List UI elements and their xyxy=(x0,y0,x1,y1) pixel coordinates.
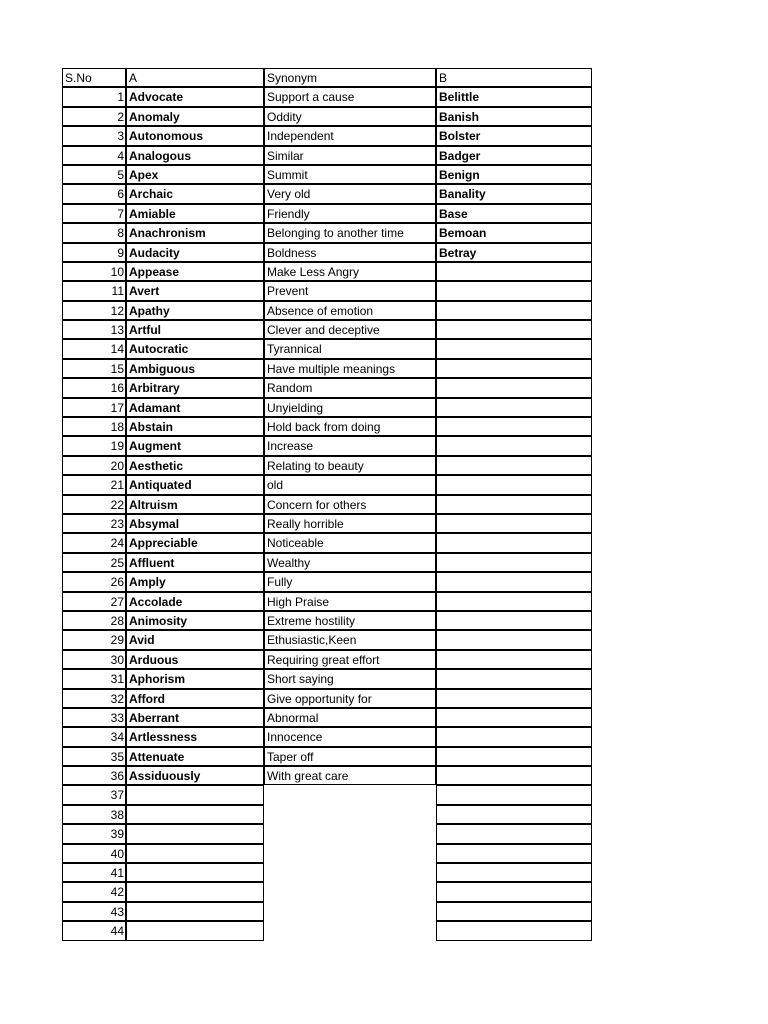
word-b-cell[interactable] xyxy=(436,805,592,824)
synonym-cell[interactable]: Support a cause xyxy=(264,87,436,106)
synonym-cell[interactable]: Relating to beauty xyxy=(264,456,436,475)
word-b-cell[interactable] xyxy=(436,689,592,708)
synonym-cell[interactable]: Concern for others xyxy=(264,495,436,514)
sno-cell[interactable]: 32 xyxy=(62,689,126,708)
table-row xyxy=(63,205,593,224)
sno-cell[interactable]: 3 xyxy=(62,126,126,145)
synonym-cell[interactable]: Have multiple meanings xyxy=(264,359,436,378)
sno-cell[interactable]: 14 xyxy=(62,339,126,358)
header-b[interactable]: B xyxy=(436,68,592,87)
word-a-cell[interactable] xyxy=(126,882,264,901)
synonym-cell[interactable]: Random xyxy=(264,378,436,397)
table-row xyxy=(63,244,593,263)
synonym-cell[interactable]: Ethusiastic,Keen xyxy=(264,630,436,649)
word-a-cell[interactable] xyxy=(126,921,264,940)
header-a[interactable]: A xyxy=(126,68,264,87)
word-a-cell[interactable]: Attenuate xyxy=(126,747,264,766)
sno-cell[interactable]: 23 xyxy=(62,514,126,533)
word-b-cell[interactable] xyxy=(436,824,592,843)
sno-cell[interactable]: 20 xyxy=(62,456,126,475)
word-a-cell[interactable]: Arduous xyxy=(126,650,264,669)
synonym-cell[interactable]: Similar xyxy=(264,146,436,165)
table-row xyxy=(63,360,593,379)
word-b-cell[interactable]: Banality xyxy=(436,184,592,203)
synonym-cell[interactable]: Abnormal xyxy=(264,708,436,727)
word-b-cell[interactable] xyxy=(436,747,592,766)
word-b-cell[interactable] xyxy=(436,844,592,863)
sno-cell[interactable]: 15 xyxy=(62,359,126,378)
synonym-cell[interactable]: Unyielding xyxy=(264,398,436,417)
table-row xyxy=(63,302,593,321)
table-row xyxy=(63,690,593,709)
table-row xyxy=(63,88,593,107)
table-row xyxy=(63,631,593,650)
word-b-cell[interactable]: Bemoan xyxy=(436,223,592,242)
table-row xyxy=(63,554,593,573)
word-a-cell[interactable]: Antiquated xyxy=(126,475,264,494)
table-row xyxy=(63,437,593,456)
sno-cell[interactable]: 18 xyxy=(62,417,126,436)
synonym-cell[interactable]: Oddity xyxy=(264,107,436,126)
synonym-cell[interactable]: Belonging to another time xyxy=(264,223,436,242)
table-row xyxy=(63,534,593,553)
word-a-cell[interactable] xyxy=(126,785,264,804)
table-body xyxy=(63,88,593,941)
table-row xyxy=(63,651,593,670)
word-b-cell[interactable] xyxy=(436,902,592,921)
sno-cell[interactable]: 35 xyxy=(62,747,126,766)
word-b-cell[interactable] xyxy=(436,514,592,533)
word-a-cell[interactable]: Aphorism xyxy=(126,669,264,688)
word-b-cell[interactable] xyxy=(436,611,592,630)
word-a-cell[interactable]: Apex xyxy=(126,165,264,184)
sno-cell[interactable]: 36 xyxy=(62,766,126,785)
word-a-cell[interactable] xyxy=(126,863,264,882)
word-b-cell[interactable] xyxy=(436,572,592,591)
word-b-cell[interactable] xyxy=(436,863,592,882)
table-row xyxy=(63,379,593,398)
synonym-cell[interactable]: Boldness xyxy=(264,243,436,262)
sno-cell[interactable]: 24 xyxy=(62,533,126,552)
word-b-cell[interactable] xyxy=(436,281,592,300)
word-b-cell[interactable] xyxy=(436,495,592,514)
table-row xyxy=(63,825,593,844)
sno-cell[interactable]: 34 xyxy=(62,727,126,746)
word-a-cell[interactable]: Abstain xyxy=(126,417,264,436)
word-a-cell[interactable]: Analogous xyxy=(126,146,264,165)
table-row xyxy=(63,748,593,767)
word-a-cell[interactable]: Appease xyxy=(126,262,264,281)
word-a-cell[interactable]: Arbitrary xyxy=(126,378,264,397)
sno-cell[interactable]: 17 xyxy=(62,398,126,417)
table-row xyxy=(63,883,593,902)
table-row xyxy=(63,767,593,786)
synonym-cell[interactable]: Very old xyxy=(264,184,436,203)
word-b-cell[interactable]: Belittle xyxy=(436,87,592,106)
word-a-cell[interactable]: Anomaly xyxy=(126,107,264,126)
table-row xyxy=(63,515,593,534)
word-a-cell[interactable]: Ambiguous xyxy=(126,359,264,378)
table-row xyxy=(63,573,593,592)
word-a-cell[interactable]: Animosity xyxy=(126,611,264,630)
sno-cell[interactable]: 38 xyxy=(62,805,126,824)
table-row xyxy=(63,399,593,418)
spreadsheet-table xyxy=(63,69,593,942)
word-a-cell[interactable]: Affluent xyxy=(126,553,264,572)
table-row xyxy=(63,709,593,728)
table-row xyxy=(63,728,593,747)
sno-cell[interactable]: 27 xyxy=(62,592,126,611)
synonym-cell[interactable]: Make Less Angry xyxy=(264,262,436,281)
word-b-cell[interactable] xyxy=(436,398,592,417)
word-b-cell[interactable] xyxy=(436,475,592,494)
word-b-cell[interactable] xyxy=(436,650,592,669)
word-b-cell[interactable] xyxy=(436,727,592,746)
synonym-cell[interactable]: Hold back from doing xyxy=(264,417,436,436)
word-a-cell[interactable]: Accolade xyxy=(126,592,264,611)
synonym-cell[interactable]: Noticeable xyxy=(264,533,436,552)
sno-cell[interactable]: 9 xyxy=(62,243,126,262)
sno-cell[interactable]: 11 xyxy=(62,281,126,300)
synonym-cell[interactable]: Absence of emotion xyxy=(264,301,436,320)
word-b-cell[interactable] xyxy=(436,320,592,339)
word-a-cell[interactable] xyxy=(126,805,264,824)
header-synonym[interactable]: Synonym xyxy=(264,68,436,87)
sno-cell[interactable]: 2 xyxy=(62,107,126,126)
word-a-cell[interactable] xyxy=(126,902,264,921)
table-row xyxy=(63,845,593,864)
sno-cell[interactable]: 43 xyxy=(62,902,126,921)
synonym-cell[interactable]: Increase xyxy=(264,436,436,455)
synonym-cell[interactable]: Taper off xyxy=(264,747,436,766)
word-a-cell[interactable]: Altruism xyxy=(126,495,264,514)
table-row xyxy=(63,147,593,166)
word-a-cell[interactable]: Autonomous xyxy=(126,126,264,145)
word-a-cell[interactable]: Artful xyxy=(126,320,264,339)
synonym-cell[interactable]: Short saying xyxy=(264,669,436,688)
table-row xyxy=(63,612,593,631)
synonym-cell[interactable]: Fully xyxy=(264,572,436,591)
word-a-cell[interactable]: Autocratic xyxy=(126,339,264,358)
sno-cell[interactable]: 13 xyxy=(62,320,126,339)
synonym-cell[interactable]: Summit xyxy=(264,165,436,184)
word-b-cell[interactable] xyxy=(436,708,592,727)
table-row xyxy=(63,457,593,476)
word-b-cell[interactable]: Benign xyxy=(436,165,592,184)
synonym-cell[interactable]: Prevent xyxy=(264,281,436,300)
sno-cell[interactable]: 30 xyxy=(62,650,126,669)
header-row xyxy=(63,69,593,88)
word-b-cell[interactable] xyxy=(436,630,592,649)
table-row xyxy=(63,476,593,495)
sno-cell[interactable]: 6 xyxy=(62,184,126,203)
word-b-cell[interactable] xyxy=(436,882,592,901)
word-b-cell[interactable]: Base xyxy=(436,204,592,223)
word-b-cell[interactable]: Betray xyxy=(436,243,592,262)
word-b-cell[interactable] xyxy=(436,262,592,281)
synonym-cell[interactable]: old xyxy=(264,475,436,494)
word-a-cell[interactable]: Absymal xyxy=(126,514,264,533)
word-a-cell[interactable]: Apathy xyxy=(126,301,264,320)
word-a-cell[interactable]: Assiduously xyxy=(126,766,264,785)
synonym-cell[interactable]: Independent xyxy=(264,126,436,145)
table-row xyxy=(63,166,593,185)
sno-cell[interactable]: 37 xyxy=(62,785,126,804)
word-a-cell[interactable]: Audacity xyxy=(126,243,264,262)
table-row xyxy=(63,864,593,883)
sno-cell[interactable]: 40 xyxy=(62,844,126,863)
word-a-cell[interactable]: Amply xyxy=(126,572,264,591)
word-b-cell[interactable] xyxy=(436,669,592,688)
word-b-cell[interactable] xyxy=(436,553,592,572)
table-row xyxy=(63,263,593,282)
word-a-cell[interactable]: Avid xyxy=(126,630,264,649)
sno-cell[interactable]: 31 xyxy=(62,669,126,688)
synonym-cell[interactable]: Innocence xyxy=(264,727,436,746)
sno-cell[interactable]: 8 xyxy=(62,223,126,242)
word-a-cell[interactable]: Afford xyxy=(126,689,264,708)
synonym-cell[interactable]: Give opportunity for xyxy=(264,689,436,708)
word-a-cell[interactable]: Appreciable xyxy=(126,533,264,552)
word-b-cell[interactable] xyxy=(436,339,592,358)
word-a-cell[interactable]: Amiable xyxy=(126,204,264,223)
sno-cell[interactable]: 4 xyxy=(62,146,126,165)
synonym-cell[interactable]: Clever and deceptive xyxy=(264,320,436,339)
word-a-cell[interactable]: Aesthetic xyxy=(126,456,264,475)
word-b-cell[interactable] xyxy=(436,417,592,436)
table-row xyxy=(63,670,593,689)
sno-cell[interactable]: 42 xyxy=(62,882,126,901)
word-b-cell[interactable] xyxy=(436,359,592,378)
sno-cell[interactable]: 16 xyxy=(62,378,126,397)
word-b-cell[interactable] xyxy=(436,785,592,804)
word-b-cell[interactable] xyxy=(436,456,592,475)
word-a-cell[interactable]: Aberrant xyxy=(126,708,264,727)
sno-cell[interactable]: 25 xyxy=(62,553,126,572)
sno-cell[interactable]: 26 xyxy=(62,572,126,591)
synonym-cell[interactable]: Really horrible xyxy=(264,514,436,533)
table-row xyxy=(63,496,593,515)
table-row xyxy=(63,282,593,301)
table-row xyxy=(63,903,593,922)
table-row xyxy=(63,418,593,437)
sno-cell[interactable]: 33 xyxy=(62,708,126,727)
word-b-cell[interactable] xyxy=(436,921,592,940)
synonym-cell[interactable]: Extreme hostility xyxy=(264,611,436,630)
word-a-cell[interactable]: Avert xyxy=(126,281,264,300)
sno-cell[interactable]: 12 xyxy=(62,301,126,320)
sno-cell[interactable]: 1 xyxy=(62,87,126,106)
word-b-cell[interactable] xyxy=(436,533,592,552)
word-b-cell[interactable] xyxy=(436,378,592,397)
sno-cell[interactable]: 21 xyxy=(62,475,126,494)
word-b-cell[interactable] xyxy=(436,766,592,785)
word-a-cell[interactable]: Anachronism xyxy=(126,223,264,242)
table-row xyxy=(63,224,593,243)
synonym-cell[interactable]: Friendly xyxy=(264,204,436,223)
sno-cell[interactable]: 41 xyxy=(62,863,126,882)
header-sno[interactable]: S.No xyxy=(62,68,126,87)
word-a-cell[interactable]: Archaic xyxy=(126,184,264,203)
sno-cell[interactable]: 19 xyxy=(62,436,126,455)
table-row xyxy=(63,127,593,146)
sno-cell[interactable]: 5 xyxy=(62,165,126,184)
word-a-cell[interactable]: Artlessness xyxy=(126,727,264,746)
sno-cell[interactable]: 44 xyxy=(62,921,126,940)
synonym-cell[interactable]: With great care xyxy=(264,766,436,785)
sno-cell[interactable]: 28 xyxy=(62,611,126,630)
word-a-cell[interactable]: Adamant xyxy=(126,398,264,417)
table-row xyxy=(63,806,593,825)
table-row xyxy=(63,922,593,941)
word-b-cell[interactable] xyxy=(436,592,592,611)
synonym-cell[interactable]: Tyrannical xyxy=(264,339,436,358)
word-a-cell[interactable]: Augment xyxy=(126,436,264,455)
sno-cell[interactable]: 22 xyxy=(62,495,126,514)
word-a-cell[interactable] xyxy=(126,824,264,843)
table-row xyxy=(63,185,593,204)
table-row xyxy=(63,108,593,127)
word-b-cell[interactable]: Badger xyxy=(436,146,592,165)
word-a-cell[interactable] xyxy=(126,844,264,863)
sno-cell[interactable]: 10 xyxy=(62,262,126,281)
synonym-cell[interactable]: High Praise xyxy=(264,592,436,611)
table-row xyxy=(63,321,593,340)
word-b-cell[interactable] xyxy=(436,436,592,455)
word-b-cell[interactable]: Bolster xyxy=(436,126,592,145)
synonym-cell[interactable]: Requiring great effort xyxy=(264,650,436,669)
sno-cell[interactable]: 39 xyxy=(62,824,126,843)
word-b-cell[interactable]: Banish xyxy=(436,107,592,126)
table-row xyxy=(63,593,593,612)
synonym-cell[interactable]: Wealthy xyxy=(264,553,436,572)
sno-cell[interactable]: 29 xyxy=(62,630,126,649)
word-a-cell[interactable]: Advocate xyxy=(126,87,264,106)
word-b-cell[interactable] xyxy=(436,301,592,320)
sno-cell[interactable]: 7 xyxy=(62,204,126,223)
table-row xyxy=(63,340,593,359)
table-row xyxy=(63,786,593,805)
